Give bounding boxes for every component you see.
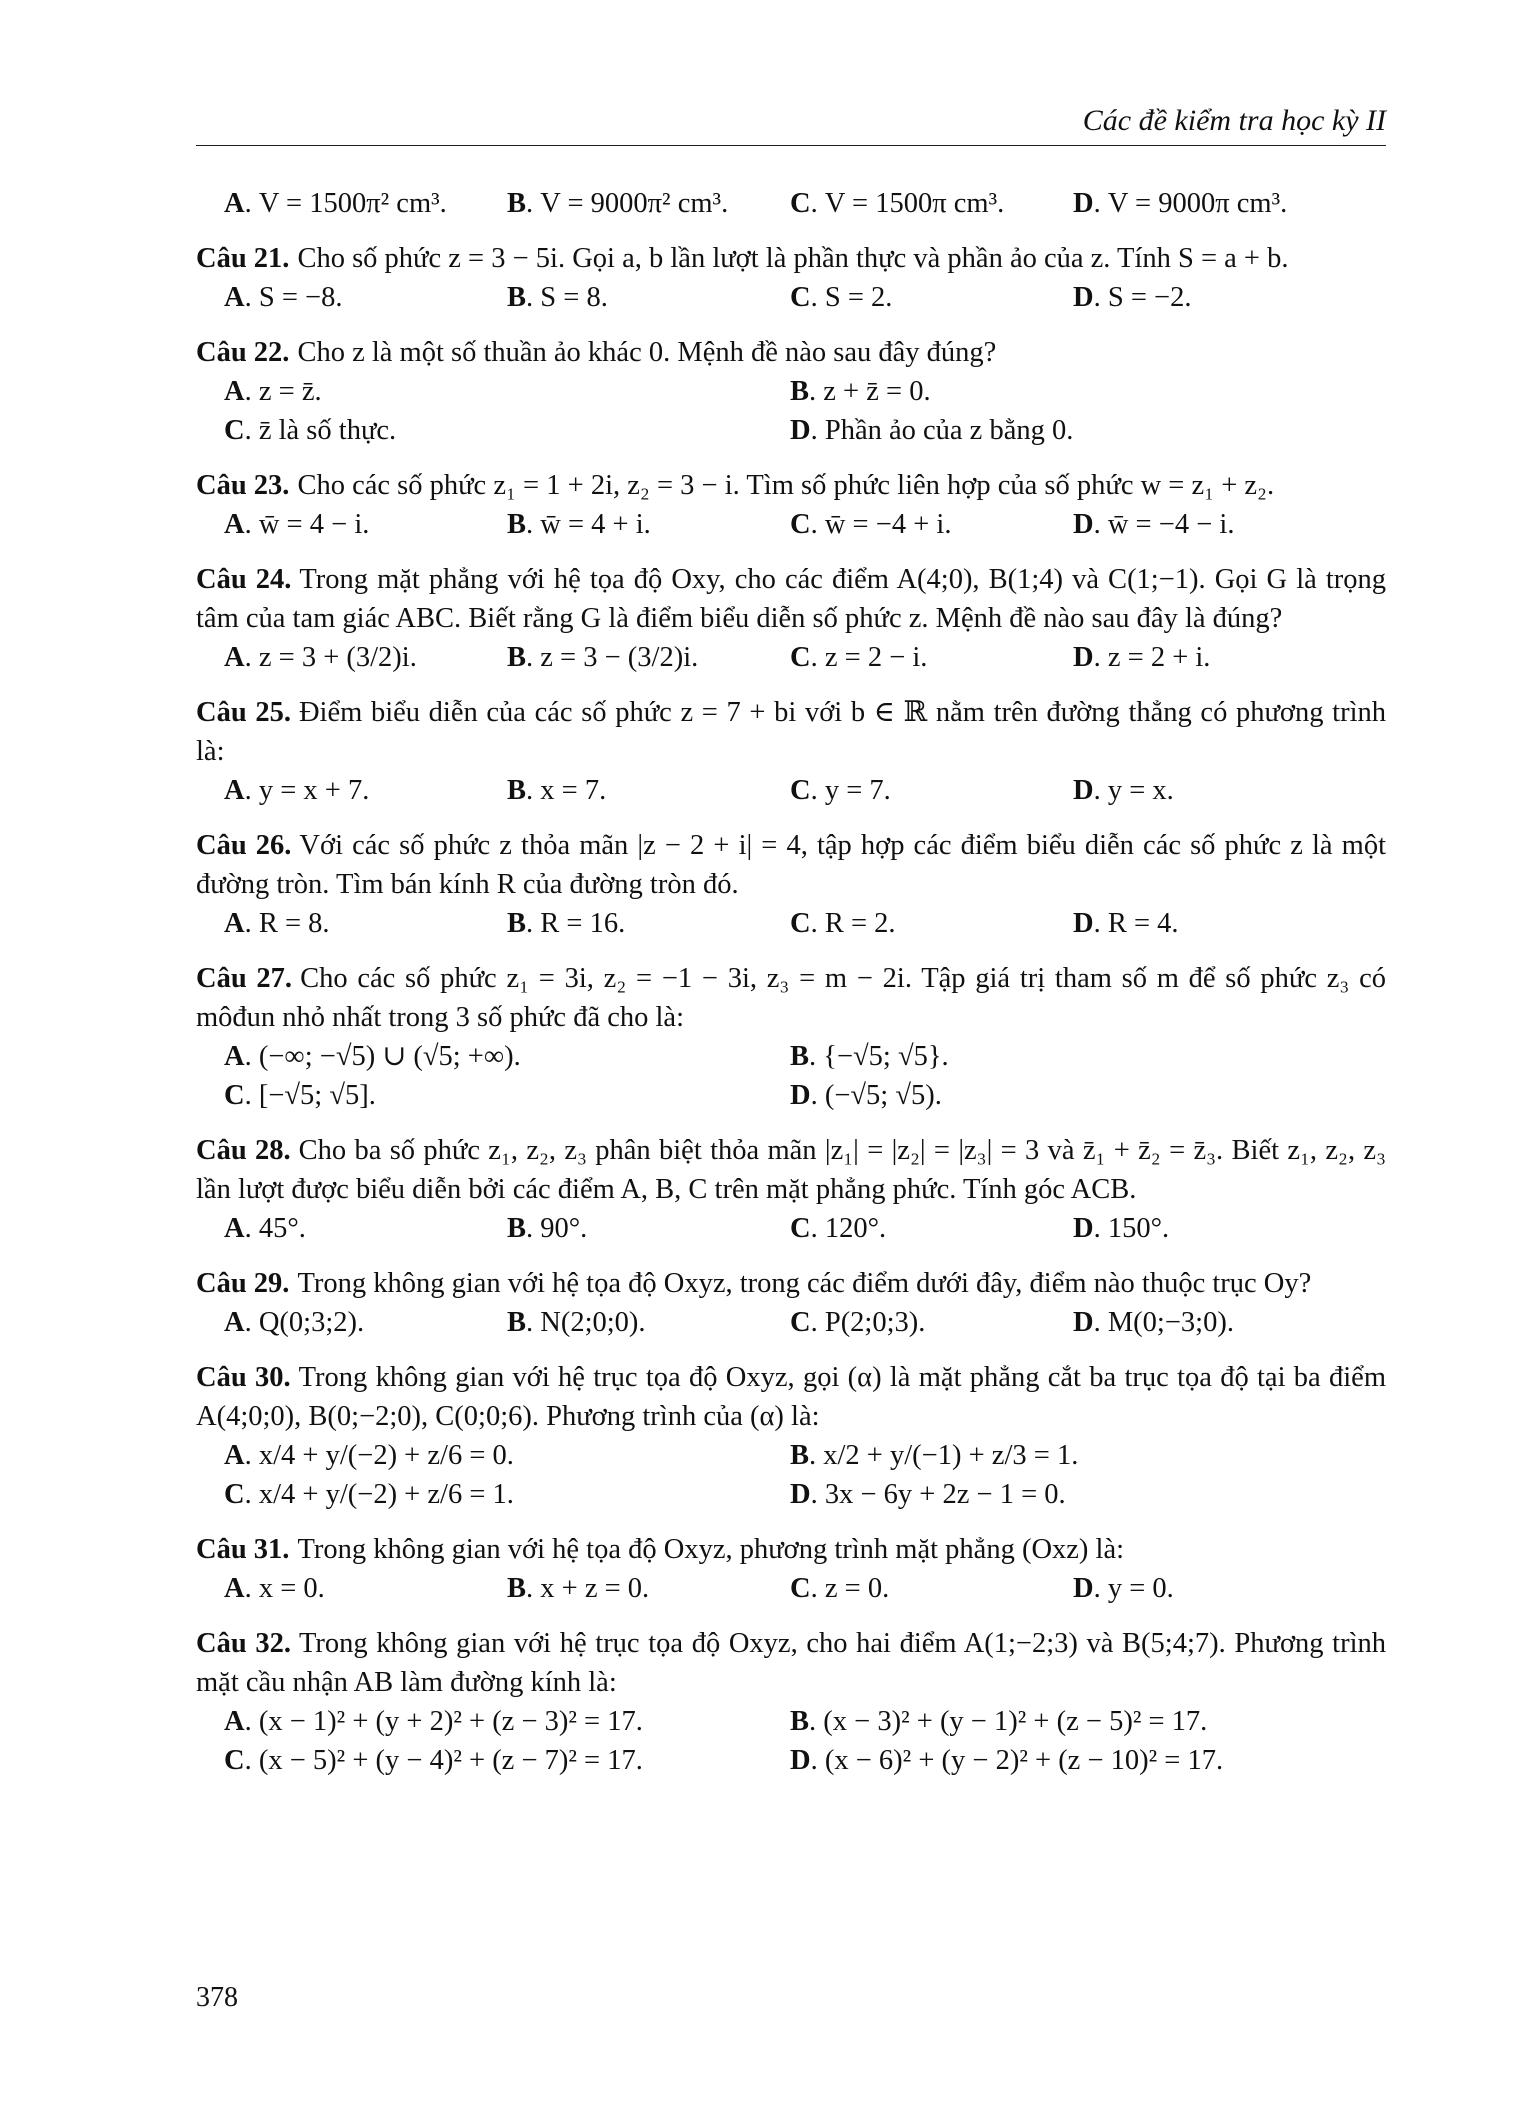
option-text: 150°. xyxy=(1107,1213,1170,1244)
question-22 xyxy=(196,333,1386,450)
option-text: 3x − 6y + 2z − 1 = 0. xyxy=(824,1479,1066,1510)
option-letter: A . xyxy=(224,184,259,223)
option-text: w̄ = −4 + i. xyxy=(824,509,952,540)
question-26 xyxy=(196,826,1386,943)
option-d xyxy=(1073,1209,1386,1248)
question-text: Điểm biểu diễn của các số phức z = 7 + bi với b ∈ ℝ nằm trên đường thẳng có phương trình là: xyxy=(196,697,1386,767)
option-text: (x − 6)² + (y − 2)² + (z − 10)² = 17. xyxy=(824,1745,1224,1776)
question-stem xyxy=(196,1131,1386,1209)
option-d xyxy=(1073,505,1386,544)
question-stem xyxy=(196,1530,1386,1569)
option-text: x/4 + y/(−2) + z/6 = 0. xyxy=(258,1440,514,1471)
option-text: x = 7. xyxy=(540,775,607,806)
option-text: z = 2 − i. xyxy=(824,642,928,673)
answer-options xyxy=(196,505,1386,544)
question-text: Trong không gian với hệ tọa độ Oxyz, trong các điểm dưới đây, điểm nào thuộc trục Oy? xyxy=(297,1268,1312,1299)
option-text: 45°. xyxy=(258,1213,306,1244)
option-b xyxy=(790,372,1386,411)
option-d xyxy=(1073,904,1386,943)
option-letter: D . xyxy=(790,411,825,450)
option-b xyxy=(507,505,790,544)
option-text: x + z = 0. xyxy=(540,1573,650,1604)
question-text: Cho ba số phức z₁, z₂, z₃ phân biệt thỏa mãn |z₁| = |z₂| = |z₃| = 3 và z̄₁ + z̄₂ = z̄₃. Biết z₁, z₂, z₃ lần lượt được biểu diễn bởi các điểm A, B, C trên mặt phẳng phức. Tính góc ACB. xyxy=(196,1135,1386,1205)
option-text: R = 4. xyxy=(1107,908,1179,939)
running-header: Các đề kiểm tra học kỳ II xyxy=(1082,104,1386,137)
option-text: z̄ là số thực. xyxy=(258,415,397,446)
option-text: S = −8. xyxy=(258,282,343,313)
question-27 xyxy=(196,959,1386,1115)
option-d xyxy=(1073,638,1386,677)
question-label: Câu 25. xyxy=(196,697,291,728)
option-c xyxy=(224,1475,790,1514)
option-text: z = 3 − (3/2)i. xyxy=(540,642,699,673)
answer-options xyxy=(196,1436,1386,1514)
question-text: Trong mặt phẳng với hệ tọa độ Oxy, cho các điểm A(4;0), B(1;4) và C(1;−1). Gọi G là trọng tâm của tam giác ABC. Biết rằng G là điểm biểu diễn số phức z. Mệnh đề nào sau đây là đúng? xyxy=(196,564,1386,634)
option-c xyxy=(790,1303,1073,1342)
option-text: S = 8. xyxy=(540,282,608,313)
question-label: Câu 26. xyxy=(196,830,292,861)
answer-options xyxy=(196,1569,1386,1608)
option-c xyxy=(790,1209,1073,1248)
question-25 xyxy=(196,693,1386,810)
option-letter: A . xyxy=(224,1303,259,1342)
option-text: y = 7. xyxy=(824,775,891,806)
option-letter: D . xyxy=(790,1076,825,1115)
option-letter: B . xyxy=(507,1209,540,1248)
option-text: R = 2. xyxy=(824,908,896,939)
option-text: x = 0. xyxy=(258,1573,325,1604)
question-stem xyxy=(196,1358,1386,1436)
option-text: V = 9000π² cm³. xyxy=(540,188,729,219)
option-text: V = 1500π cm³. xyxy=(824,188,1005,219)
option-text: Phần ảo của z bằng 0. xyxy=(824,415,1074,446)
option-letter: D . xyxy=(1073,1569,1108,1608)
option-text: 90°. xyxy=(540,1213,588,1244)
option-letter: C . xyxy=(224,1076,259,1115)
option-text: M(0;−3;0). xyxy=(1107,1307,1234,1338)
option-text: z + z̄ = 0. xyxy=(823,376,931,407)
option-letter: B . xyxy=(507,1303,540,1342)
option-c xyxy=(790,771,1073,810)
question-text: Cho các số phức z₁ = 1 + 2i, z₂ = 3 − i. Tìm số phức liên hợp của số phức w = z₁ + z₂. xyxy=(297,470,1275,501)
option-letter: C . xyxy=(790,638,825,677)
option-c xyxy=(790,278,1073,317)
option-text: x/4 + y/(−2) + z/6 = 1. xyxy=(258,1479,514,1510)
option-text: (x − 3)² + (y − 1)² + (z − 5)² = 17. xyxy=(823,1706,1208,1737)
option-d xyxy=(1073,1303,1386,1342)
page-content xyxy=(196,184,1386,1796)
option-letter: B . xyxy=(790,1436,823,1475)
option-a xyxy=(224,184,507,223)
option-text: V = 1500π² cm³. xyxy=(258,188,447,219)
option-b xyxy=(790,1436,1386,1475)
question-stem xyxy=(196,333,1386,372)
option-d xyxy=(1073,1569,1386,1608)
option-letter: B . xyxy=(790,1702,823,1741)
question-text: Cho z là một số thuần ảo khác 0. Mệnh đề nào sau đây đúng? xyxy=(297,337,997,368)
option-letter: C . xyxy=(790,904,825,943)
option-letter: C . xyxy=(224,1741,259,1780)
option-letter: D . xyxy=(1073,184,1108,223)
option-letter: A . xyxy=(224,904,259,943)
answer-options xyxy=(196,372,1386,450)
question-label: Câu 31. xyxy=(196,1534,290,1565)
option-d xyxy=(1073,771,1386,810)
question-29 xyxy=(196,1264,1386,1342)
question-text: Trong không gian với hệ trục tọa độ Oxyz, cho hai điểm A(1;−2;3) và B(5;4;7). Phương trình mặt cầu nhận AB làm đường kính là: xyxy=(196,1628,1386,1698)
option-text: z = 3 + (3/2)i. xyxy=(258,642,417,673)
option-letter: A . xyxy=(224,1037,259,1076)
option-b xyxy=(507,278,790,317)
option-text: (x − 5)² + (y − 4)² + (z − 7)² = 17. xyxy=(258,1745,643,1776)
answer-options xyxy=(196,1209,1386,1248)
option-letter: A . xyxy=(224,505,259,544)
answer-options xyxy=(196,638,1386,677)
question-stem xyxy=(196,239,1386,278)
option-letter: D . xyxy=(790,1475,825,1514)
option-d xyxy=(1073,184,1386,223)
question-21 xyxy=(196,239,1386,317)
option-a xyxy=(224,1303,507,1342)
question-30 xyxy=(196,1358,1386,1514)
question-23 xyxy=(196,466,1386,544)
answer-options xyxy=(196,1037,1386,1115)
question-label: Câu 28. xyxy=(196,1135,291,1166)
option-c xyxy=(224,1741,790,1780)
option-text: z = z̄. xyxy=(258,376,322,407)
option-text: w̄ = 4 − i. xyxy=(258,509,370,540)
option-a xyxy=(224,1569,507,1608)
option-c xyxy=(790,1569,1073,1608)
option-letter: B . xyxy=(790,1037,823,1076)
question-label: Câu 24. xyxy=(196,564,292,595)
option-c xyxy=(224,411,790,450)
answer-options xyxy=(196,184,1386,223)
option-text: (−√5; √5). xyxy=(824,1080,942,1111)
question-stem xyxy=(196,1264,1386,1303)
option-d xyxy=(790,1475,1386,1514)
question-text: Cho các số phức z₁ = 3i, z₂ = −1 − 3i, z₃ = m − 2i. Tập giá trị tham số m để số phức z₃ có môđun nhỏ nhất trong 3 số phức đã cho là: xyxy=(196,963,1386,1033)
question-31 xyxy=(196,1530,1386,1608)
question-label: Câu 29. xyxy=(196,1268,290,1299)
question-stem xyxy=(196,466,1386,505)
question-label: Câu 22. xyxy=(196,337,290,368)
question-text: Cho số phức z = 3 − 5i. Gọi a, b lần lượt là phần thực và phần ảo của z. Tính S = a + b. xyxy=(297,243,1289,274)
option-a xyxy=(224,372,790,411)
question-28 xyxy=(196,1131,1386,1248)
question-text: Với các số phức z thỏa mãn |z − 2 + i| = 4, tập hợp các điểm biểu diễn các số phức z là một đường tròn. Tìm bán kính R của đường tròn đó. xyxy=(196,830,1387,900)
option-text: w̄ = −4 − i. xyxy=(1107,509,1235,540)
question-stem xyxy=(196,826,1386,904)
question-stem xyxy=(196,959,1386,1037)
option-b xyxy=(790,1037,1386,1076)
question-label: Câu 30. xyxy=(196,1362,291,1393)
option-a xyxy=(224,1436,790,1475)
option-text: x/2 + y/(−1) + z/3 = 1. xyxy=(823,1440,1079,1471)
option-c xyxy=(224,1076,790,1115)
option-letter: B . xyxy=(790,372,823,411)
option-text: S = −2. xyxy=(1107,282,1192,313)
option-text: w̄ = 4 + i. xyxy=(540,509,651,540)
option-text: y = 0. xyxy=(1107,1573,1174,1604)
option-d xyxy=(790,411,1386,450)
option-text: V = 9000π cm³. xyxy=(1107,188,1288,219)
option-letter: C . xyxy=(790,278,825,317)
option-text: {−√5; √5}. xyxy=(823,1041,949,1072)
option-a xyxy=(224,1702,790,1741)
question-32 xyxy=(196,1624,1386,1780)
option-letter: C . xyxy=(790,1209,825,1248)
option-d xyxy=(790,1076,1386,1115)
option-letter: B . xyxy=(507,278,540,317)
option-text: R = 8. xyxy=(258,908,330,939)
option-a xyxy=(224,638,507,677)
option-a xyxy=(224,771,507,810)
option-letter: C . xyxy=(790,1569,825,1608)
option-text: z = 0. xyxy=(824,1573,890,1604)
question-text: Trong không gian với hệ trục tọa độ Oxyz, gọi (α) là mặt phẳng cắt ba trục tọa độ tại ba điểm A(4;0;0), B(0;−2;0), C(0;0;6). Phương trình của (α) là: xyxy=(196,1362,1386,1432)
option-letter: D . xyxy=(1073,638,1108,677)
option-a xyxy=(224,505,507,544)
option-letter: C . xyxy=(224,1475,259,1514)
option-letter: B . xyxy=(507,771,540,810)
option-letter: A . xyxy=(224,1436,259,1475)
page-number: 378 xyxy=(196,1982,238,2013)
question-label: Câu 21. xyxy=(196,243,290,274)
option-letter: C . xyxy=(224,411,259,450)
option-letter: A . xyxy=(224,771,259,810)
option-d xyxy=(1073,278,1386,317)
option-letter: C . xyxy=(790,771,825,810)
option-c xyxy=(790,904,1073,943)
option-letter: C . xyxy=(790,505,825,544)
option-b xyxy=(507,1303,790,1342)
option-letter: C . xyxy=(790,1303,825,1342)
option-b xyxy=(507,771,790,810)
question-text: Trong không gian với hệ tọa độ Oxyz, phương trình mặt phẳng (Oxz) là: xyxy=(297,1534,1125,1565)
option-letter: D . xyxy=(790,1741,825,1780)
answer-options xyxy=(196,904,1386,943)
option-letter: D . xyxy=(1073,278,1108,317)
option-text: R = 16. xyxy=(540,908,626,939)
option-a xyxy=(224,1037,790,1076)
option-letter: C . xyxy=(790,184,825,223)
option-text: P(2;0;3). xyxy=(824,1307,926,1338)
answer-options xyxy=(196,278,1386,317)
option-letter: D . xyxy=(1073,1209,1108,1248)
question-stem xyxy=(196,693,1386,771)
header-rule xyxy=(196,145,1386,146)
answer-options xyxy=(196,1702,1386,1780)
question-stem xyxy=(196,560,1386,638)
option-letter: A . xyxy=(224,638,259,677)
option-a xyxy=(224,1209,507,1248)
option-letter: A . xyxy=(224,278,259,317)
option-letter: D . xyxy=(1073,505,1108,544)
option-text: (−∞; −√5) ∪ (√5; +∞). xyxy=(258,1041,521,1072)
answer-options xyxy=(196,771,1386,810)
question-label: Câu 32. xyxy=(196,1628,291,1659)
option-letter: D . xyxy=(1073,1303,1108,1342)
option-letter: A . xyxy=(224,372,259,411)
question-label: Câu 27. xyxy=(196,963,293,994)
option-letter: B . xyxy=(507,1569,540,1608)
top-options-block xyxy=(196,184,1386,223)
option-c xyxy=(790,184,1073,223)
option-a xyxy=(224,278,507,317)
question-24 xyxy=(196,560,1386,677)
option-a xyxy=(224,904,507,943)
option-text: N(2;0;0). xyxy=(540,1307,646,1338)
option-b xyxy=(507,1209,790,1248)
option-letter: A . xyxy=(224,1569,259,1608)
question-stem xyxy=(196,1624,1386,1702)
option-letter: A . xyxy=(224,1209,259,1248)
option-b xyxy=(790,1702,1386,1741)
option-letter: B . xyxy=(507,904,540,943)
option-b xyxy=(507,184,790,223)
option-b xyxy=(507,638,790,677)
option-text: Q(0;3;2). xyxy=(258,1307,365,1338)
option-letter: D . xyxy=(1073,771,1108,810)
option-text: y = x. xyxy=(1107,775,1174,806)
option-letter: B . xyxy=(507,184,540,223)
option-c xyxy=(790,638,1073,677)
option-b xyxy=(507,1569,790,1608)
option-text: [−√5; √5]. xyxy=(258,1080,376,1111)
option-text: z = 2 + i. xyxy=(1107,642,1211,673)
option-d xyxy=(790,1741,1386,1780)
option-text: S = 2. xyxy=(824,282,893,313)
option-text: y = x + 7. xyxy=(258,775,370,806)
answer-options xyxy=(196,1303,1386,1342)
option-letter: A . xyxy=(224,1702,259,1741)
option-letter: D . xyxy=(1073,904,1108,943)
question-label: Câu 23. xyxy=(196,470,290,501)
option-text: 120°. xyxy=(824,1213,887,1244)
option-b xyxy=(507,904,790,943)
option-letter: B . xyxy=(507,638,540,677)
option-text: (x − 1)² + (y + 2)² + (z − 3)² = 17. xyxy=(258,1706,643,1737)
option-letter: B . xyxy=(507,505,540,544)
option-c xyxy=(790,505,1073,544)
